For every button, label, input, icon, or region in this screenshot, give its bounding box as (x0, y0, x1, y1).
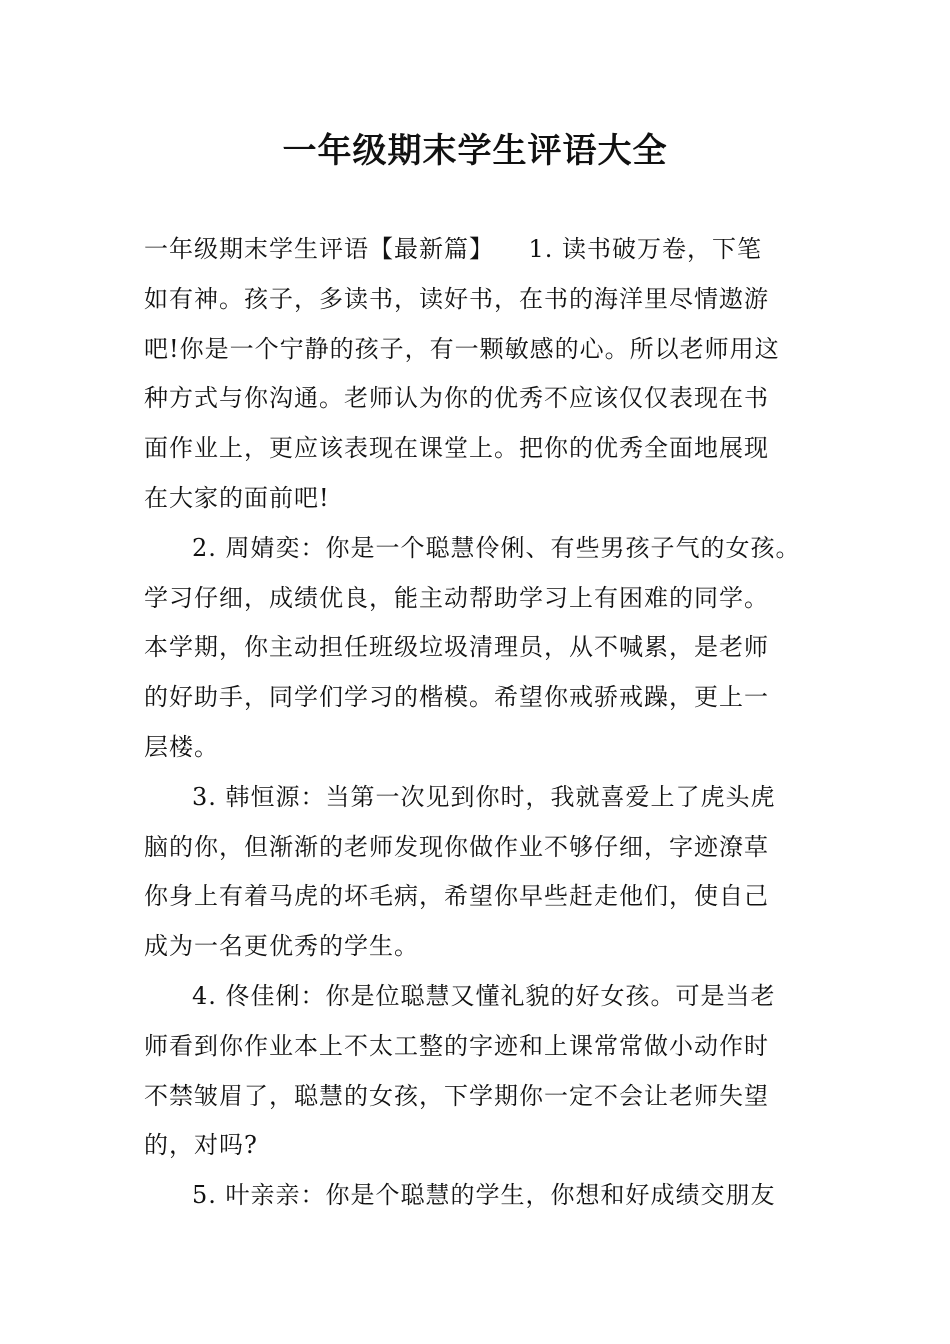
paragraph-line: 层楼。 (144, 732, 219, 761)
page-title: 一年级期末学生评语大全 (282, 131, 668, 171)
paragraph-line: 2. 周婧奕：你是一个聪慧伶俐、有些男孩子气的女孩。 (192, 533, 801, 562)
paragraph-line: 4. 佟佳俐：你是位聪慧又懂礼貌的好女孩。可是当老 (192, 981, 776, 1010)
paragraph-line: 吧!你是一个宁静的孩子，有一颗敏感的心。所以老师用这 (144, 334, 780, 363)
paragraph-line: 的好助手，同学们学习的楷模。希望你戒骄戒躁，更上一 (144, 683, 769, 712)
paragraph-line: 面作业上，更应该表现在课堂上。把你的优秀全面地展现 (144, 434, 769, 463)
paragraph-line: 学习仔细，成绩优良，能主动帮助学习上有困难的同学。 (144, 583, 769, 612)
paragraph-line: 一年级期末学生评语【最新篇】 1. 读书破万卷，下笔 (144, 235, 763, 263)
paragraph-line: 脑的你，但渐渐的老师发现你做作业不够仔细，字迹潦草 (144, 832, 769, 861)
paragraph-line: 的，对吗? (144, 1131, 258, 1160)
paragraph-line: 5. 叶亲亲：你是个聪慧的学生，你想和好成绩交朋友 (192, 1181, 776, 1210)
paragraph-line: 在大家的面前吧! (144, 483, 330, 512)
paragraph-line: 师看到你作业本上不太工整的字迹和上课常常做小动作时 (144, 1031, 769, 1060)
paragraph-line: 3. 韩恒源：当第一次见到你时，我就喜爱上了虎头虎 (192, 782, 776, 811)
paragraph-line: 如有神。孩子，多读书，读好书，在书的海洋里尽情遨游 (144, 284, 769, 313)
paragraph-line: 本学期，你主动担任班级垃圾清理员，从不喊累，是老师 (144, 633, 769, 662)
paragraph-line: 不禁皱眉了，聪慧的女孩，下学期你一定不会让老师失望 (144, 1081, 769, 1110)
paragraph-line: 种方式与你沟通。老师认为你的优秀不应该仅仅表现在书 (144, 384, 769, 413)
paragraph-line: 你身上有着马虎的坏毛病，希望你早些赶走他们，使自己 (144, 882, 769, 911)
document-body (144, 225, 814, 1221)
paragraph-line: 成为一名更优秀的学生。 (144, 932, 419, 961)
